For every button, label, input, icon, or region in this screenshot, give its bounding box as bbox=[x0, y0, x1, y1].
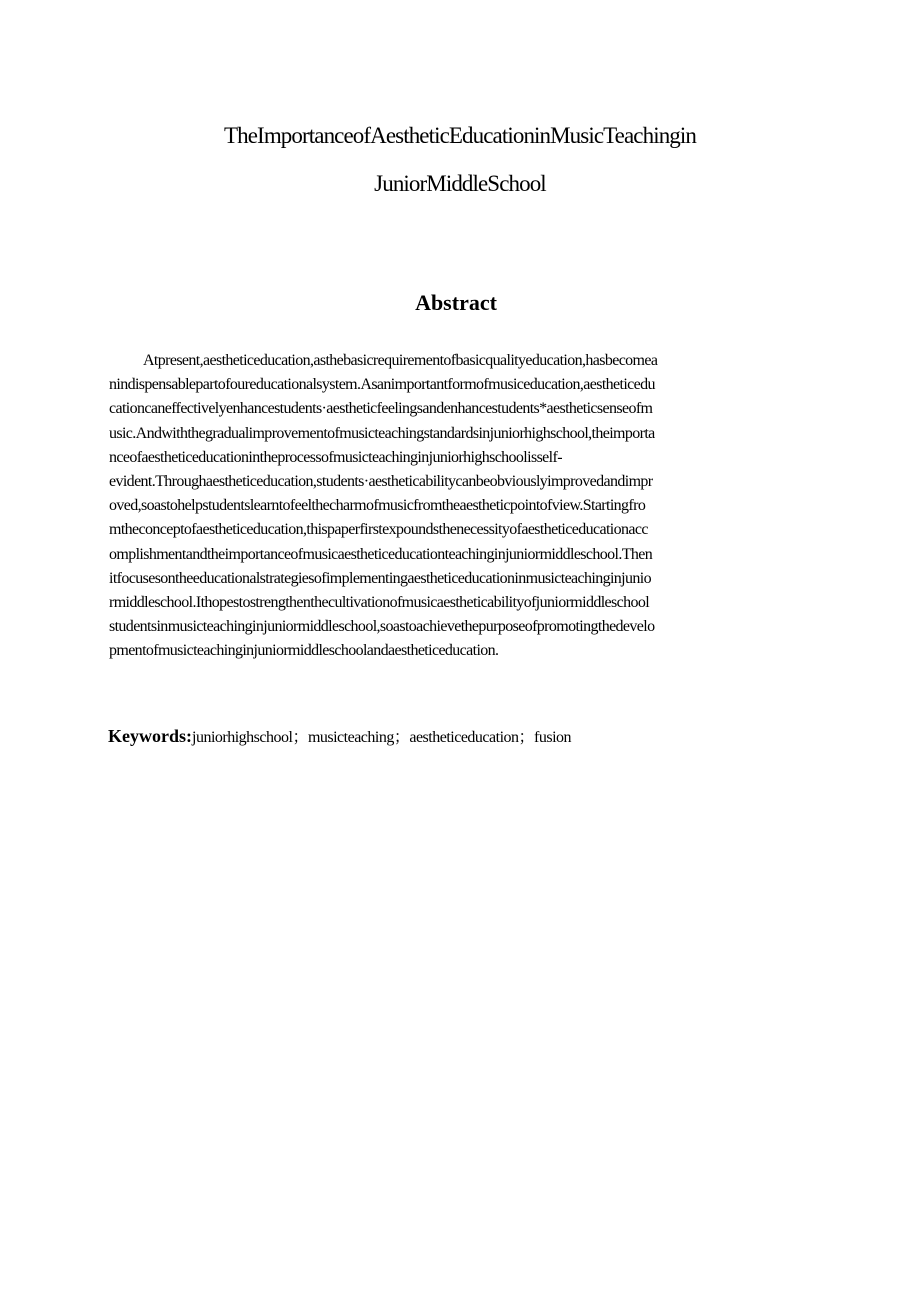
abstract-line: mtheconceptofaestheticeducation,thispaperfirstexpoundsthenecessityofaestheticeducationacc bbox=[109, 521, 648, 539]
keywords bbox=[108, 722, 571, 752]
abstract-heading: Abstract bbox=[415, 290, 497, 315]
abstract-line: rmiddleschool.Ithopestostrengthenthecultivationofmusicaestheticabilityofjuniormiddleschool bbox=[109, 593, 650, 611]
abstract-line: studentsinmusicteachinginjuniormiddleschool,soastoachievethepurposeofpromotingthedevelo bbox=[109, 618, 655, 636]
abstract-line: usic.Andwiththegradualimprovementofmusicteachingstandardsinjuniorhighschool,theimporta bbox=[109, 424, 655, 442]
keywords-label: Keywords: bbox=[108, 726, 192, 746]
abstract-line: oved,soastohelpstudentslearntofeelthecharmofmusicfromtheaestheticpointofview.Startingfro bbox=[109, 497, 646, 515]
abstract-line: evident.Throughaestheticeducation,students·aestheticabilitycanbeobviouslyimprovedandimpr bbox=[109, 472, 653, 490]
abstract-line: cationcaneffectivelyenhancestudents·aestheticfeelingsandenhancestudents*aestheticsenseofm bbox=[109, 400, 653, 418]
abstract-line: Atpresent,aestheticeducation,asthebasicrequirementofbasicqualityeducation,hasbecomea bbox=[143, 352, 658, 369]
abstract-line: nindispensablepartofoureducationalsystem.Asanimportantformofmusiceducation,aestheticedu bbox=[109, 376, 655, 394]
abstract-line: itfocusesontheeducationalstrategiesofimplementingaestheticeducationinmusicteachinginjunio bbox=[109, 569, 651, 587]
title-line-2: JuniorMiddleSchool bbox=[374, 171, 546, 196]
title-line-1: TheImportanceofAestheticEducationinMusicTeachingin bbox=[224, 123, 696, 148]
abstract-line: pmentofmusicteachinginjuniormiddleschoolandaestheticeducation. bbox=[109, 642, 499, 660]
abstract-line: omplishmentandtheimportanceofmusicaestheticeducationteachinginjuniormiddleschool.Then bbox=[109, 545, 653, 563]
abstract-body bbox=[109, 349, 809, 663]
keywords-text: juniorhighschool；musicteaching；aestheticeducation；fusion bbox=[192, 729, 572, 746]
abstract-line: nceofaestheticeducationintheprocessofmusicteachinginjuniorhighschoolisself- bbox=[109, 448, 562, 466]
